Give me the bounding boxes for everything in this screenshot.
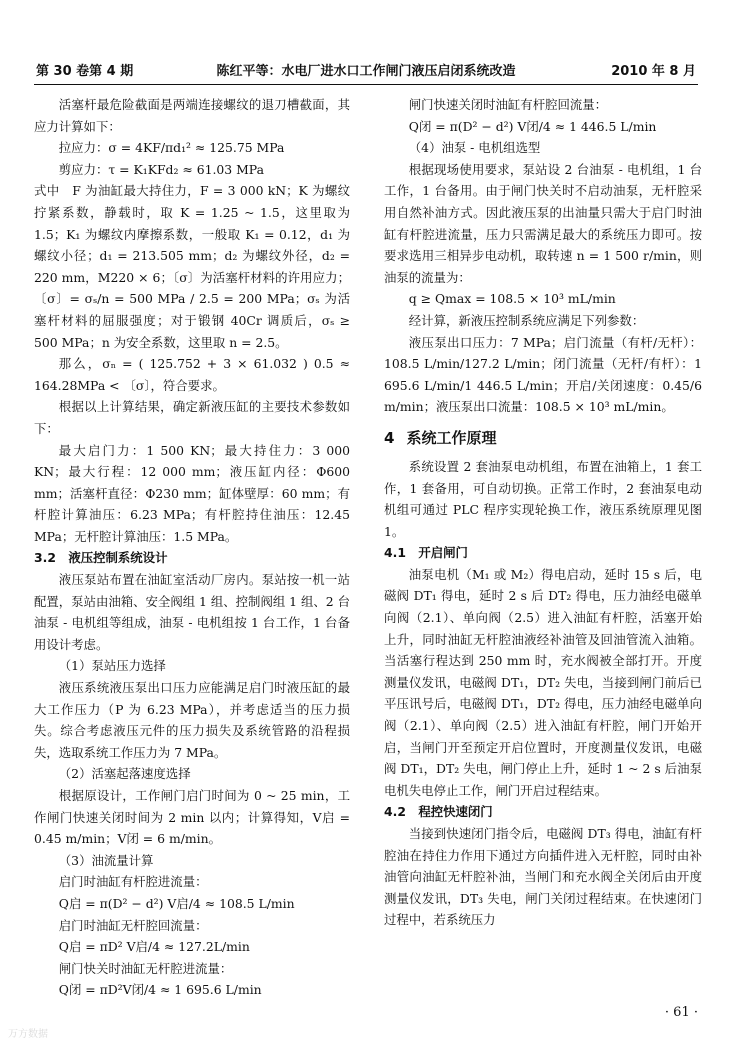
running-header — [34, 62, 698, 85]
formula: Q闭 = πD²V闭/4 ≈ 1 695.6 L/min — [58, 982, 262, 998]
paragraph: 最大启门力：1 500 KN；最大持住力：3 000 KN；最大行程：12 000 mm；液压缸内径：Φ600 mm；活塞杆直径：Φ230 mm；缸体壁厚：60 mm；有杆腔计算油压：6.23 MPa；有杆腔持住油压：12.45 MPa；无杆腔计算油压：1.5 MPa。 — [34, 442, 350, 544]
paragraph: 根据原设计，工作闸门启门时间为 0 ~ 25 min，工作闸门快速关闭时间为 2 min 以内；计算得知，V启 = 0.45 m/min；V闭 = 6 m/min。 — [34, 788, 350, 847]
section-number: 4 — [384, 428, 395, 447]
formula: Q启 = πD² V启/4 ≈ 127.2L/min — [58, 939, 250, 955]
paragraph: （2）活塞起落速度选择 — [58, 766, 191, 782]
paragraph: 闸门快关时油缸无杆腔进流量： — [58, 960, 233, 976]
section-title: 系统工作原理 — [406, 428, 497, 447]
running-title: 陈红平等：水电厂进水口工作闸门液压启闭系统改造 — [216, 64, 516, 79]
formula: 拉应力：σ = 4KF/πd₁² ≈ 125.75 MPa — [58, 140, 285, 156]
paragraph: 式中 F 为油缸最大持住力，F = 3 000 kN；K 为螺纹拧紧系数，静载时，取 K = 1.25 ~ 1.5，这里取为 1.5；K₁ 为螺纹内摩擦系数，一般取 K₁ = 0.12，d₁ 为螺纹小径；d₁ = 213.505 mm；d₂ 为螺纹外径，d₂ = 220 mm，M220 × 6；〔σ〕为活塞杆材料的许用应力；〔σ〕= σₛ/n = 500 MPa / 2.5 = 200 MPa；σₛ 为活塞杆材料的屈服强度；对于锻钢 40Cr 调质后，σₛ ≥ 500 MPa；n 为安全系数，这里取 n = 2.5。 — [34, 183, 350, 350]
paragraph: 当接到快速闭门指令后，电磁阀 DT₃ 得电，油缸有杆腔油在持住力作用下通过方向插件进入无杆腔，同时由补油管向油缸无杆腔补油，当闸门和充水阀全关闭后由开度测量仪发讯，DT₃ 失电，闸门关闭过程结束。在快速闭门过程中，若系统压力 — [384, 826, 702, 928]
formula: q ≥ Qmax = 108.5 × 10³ mL/min — [408, 291, 616, 307]
paragraph: （3）油流量计算 — [58, 852, 154, 868]
paragraph: 经计算，新液压控制系统应满足下列参数： — [408, 312, 645, 328]
paragraph: （1）泵站压力选择 — [58, 658, 166, 674]
paragraph: 液压泵出口压力：7 MPa；启门流量（有杆/无杆）：108.5 L/min/127.2 L/min；闭门流量（无杆/有杆）：1 695.6 L/min/1 446.5 L/min；开启/关闭速度：0.45/6 m/min；液压泵出口流量：108.5 × 10³ mL/min。 — [384, 334, 702, 415]
paragraph: 液压泵站布置在油缸室活动厂房内。泵站按一机一站配置，泵站由油箱、安全阀组 1 组、控制阀组 1 组、2 台油泵 - 电机组等组成，油泵 - 电机组按 1 台工作，1 台备用设计考虑。 — [34, 572, 350, 652]
section-heading — [384, 426, 702, 450]
watermark: 万方数据 — [8, 1029, 48, 1040]
paragraph: 闸门快速关闭时油缸有杆腔回流量： — [408, 97, 608, 112]
page-number: · 61 · — [664, 1005, 698, 1020]
paragraph: 根据现场使用要求，泵站设 2 台油泵 - 电机组，1 台工作，1 台备用。由于闸门快关时不启动油泵，无杆腔采用自然补油方式。因此液压泵的出油量只需大于启门时油缸有杆腔进流量，压力只需满足最大的系统压力即可。按要求选用三相异步电动机，取转速 n = 1 500 r/min，则油泵的流量为： — [384, 161, 702, 285]
journal-volume: 第 30 卷第 4 期 — [36, 64, 134, 79]
subsection-heading: 4.2 程控快速闭门 — [384, 804, 493, 820]
formula: 剪应力：τ = K₁KFd₂ ≈ 61.03 MPa — [58, 161, 264, 177]
paragraph: 液压系统液压泵出口压力应能满足启门时液压缸的最大工作压力（P 为 6.23 MPa），并考虑适当的压力损失。综合考虑液压元件的压力损失及系统管路的沿程损失，选取系统工作压力为 7 MPa。 — [34, 680, 350, 760]
formula: Q闭 = π(D² − d²) V闭/4 ≈ 1 446.5 L/min — [408, 118, 657, 134]
formula: Q启 = π(D² − d²) V启/4 ≈ 108.5 L/min — [58, 895, 295, 911]
subsection-heading: 4.1 开启闸门 — [384, 545, 468, 561]
paragraph: 启门时油缸无杆腔回流量： — [58, 917, 208, 933]
right-column — [384, 94, 702, 931]
paragraph: 活塞杆最危险截面是两端连接螺纹的退刀槽截面，其应力计算如下： — [34, 97, 350, 134]
issue-date: 2010 年 8 月 — [611, 64, 696, 79]
paragraph: 根据以上计算结果，确定新液压缸的主要技术参数如下： — [34, 399, 350, 436]
paragraph: 那么，σₙ = ( 125.752 + 3 × 61.032 ) 0.5 ≈ 164.28MPa < 〔σ〕，符合要求。 — [34, 356, 350, 393]
left-column — [34, 94, 350, 1001]
paragraph: 启门时油缸有杆腔进流量： — [58, 874, 208, 890]
paragraph: （4）油泵 - 电机组选型 — [408, 140, 541, 156]
paragraph: 油泵电机（M₁ 或 M₂）得电启动，延时 15 s 后，电磁阀 DT₁ 得电，延时 2 s 后 DT₂ 得电，压力油经电磁单向阀（2.1）、单向阀（2.5）进入油缸有杆腔，活塞开始上升，同时油缸无杆腔油液经补油管及回油管流入油箱。当活塞行程达到 250 mm 时，充水阀被全部打开。开度测量仪发讯，电磁阀 DT₁，DT₂ 失电，当接到闸门前后已平压讯号后，电磁阀 DT₁，DT₂ 得电，压力油经电磁单向阀（2.1）、单向阀（2.5）进入油缸有杆腔，闸门开始开启，当闸门开至预定开启位置时，开度测量仪发讯，电磁阀 DT₁，DT₂ 失电，闸门停止上升，延时 1 ~ 2 s 后油泵电机失电停止工作，闸门开启过程结束。 — [384, 566, 702, 798]
paragraph: 系统设置 2 套油泵电动机组，布置在油箱上，1 套工作，1 套备用，可自动切换。正常工作时，2 套油泵电动机组可通过 PLC 程序实现轮换工作，液压系统原理见图 1。 — [384, 458, 702, 539]
subsection-heading: 3.2 液压控制系统设计 — [34, 550, 168, 566]
